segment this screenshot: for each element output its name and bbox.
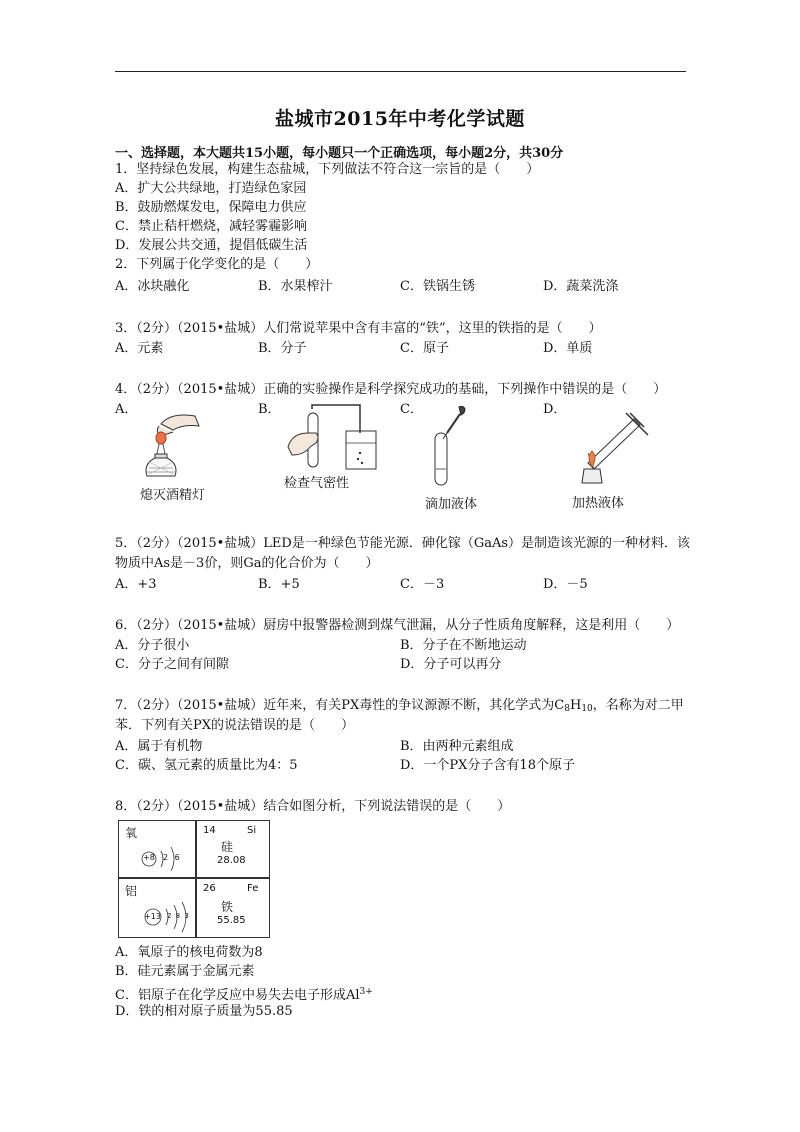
q6-option-b: B．分子在不断地运动 <box>400 638 527 653</box>
q5-option-a: A．+3 <box>115 577 157 592</box>
q4-option-b: B． <box>258 402 281 417</box>
oxygen-label: 氧 <box>125 826 138 840</box>
q3-option-a: A．元素 <box>115 341 164 356</box>
silicon-number: 14 <box>203 825 216 836</box>
iron-number: 26 <box>203 883 216 894</box>
q3-option-d: D．单质 <box>543 341 593 356</box>
q5-stem-line1: 5．（2分）（2015•盐城）LED是一种绿色节能光源．砷化镓（GaAs）是制造该光源的一种材料．该 <box>115 536 691 551</box>
q1-option-b: B．鼓励燃煤发电，保障电力供应 <box>115 200 307 215</box>
q3-stem: 3．（2分）（2015•盐城）人们常说苹果中含有丰富的“铁”，这里的铁指的是（ ） <box>115 321 602 336</box>
aluminium-cell <box>118 878 196 938</box>
oxygen-shells: 2 6 <box>163 853 182 862</box>
q7-stem-line1: 7．（2分）（2015•盐城）近年来，有关PX毒性的争议源源不断，其化学式为$C_8H_{10}$，名称为对二甲 <box>115 698 684 714</box>
q5-option-c: C．－3 <box>400 577 445 592</box>
q2-option-d: D．蔬菜洗涤 <box>543 279 619 294</box>
q2-option-c: C．铁锅生锈 <box>400 279 475 294</box>
q7-option-d: D．一个PX分子含有18个原子 <box>400 758 575 773</box>
q4-caption-b: 检查气密性 <box>284 476 350 491</box>
dropper-image <box>425 403 475 489</box>
q4-caption-d: 加热液体 <box>572 496 625 511</box>
heating-liquid-image <box>568 405 658 485</box>
q7-option-c: C．碳、氢元素的质量比为4：5 <box>115 758 298 773</box>
q4-stem: 4．（2分）（2015•盐城）正确的实验操作是科学探究成功的基础，下列操作中错误的是（ ） <box>115 382 667 397</box>
aluminium-nucleus: +13 <box>144 912 161 921</box>
airtightness-check-image <box>282 403 382 473</box>
q3-option-b: B．分子 <box>258 341 307 356</box>
q7-stem-line2: 苯．下列有关PX的说法错误的是（ ） <box>115 718 355 733</box>
oxygen-cell <box>118 820 196 878</box>
q2-option-b: B．水果榨汁 <box>258 279 333 294</box>
q1-option-a: A．扩大公共绿地，打造绿色家园 <box>115 181 307 196</box>
q2-option-a: A．冰块融化 <box>115 279 190 294</box>
q1-stem: 1．坚持绿色发展，构建生态盐城，下列做法不符合这一宗旨的是（ ） <box>115 162 540 177</box>
q8-option-d: D．铁的相对原子质量为55.85 <box>115 1004 293 1019</box>
q2-stem: 2．下列属于化学变化的是（ ） <box>115 257 319 272</box>
q5-option-d: D．－5 <box>543 577 588 592</box>
q6-option-c: C．分子之间有间隙 <box>115 657 229 672</box>
q6-option-a: A．分子很小 <box>115 638 190 653</box>
top-rule <box>115 71 686 72</box>
q4-caption-c: 滴加液体 <box>425 497 478 512</box>
aluminium-label: 铝 <box>125 884 138 898</box>
iron-cell <box>196 878 270 938</box>
q6-stem: 6．（2分）（2015•盐城）厨房中报警器检测到煤气泄漏，从分子性质角度解释，这是利用（ ） <box>115 618 680 633</box>
q8-option-b: B．硅元素属于金属元素 <box>115 964 255 979</box>
q4-option-c: C． <box>400 402 423 417</box>
q4-option-d: D． <box>543 402 567 417</box>
q5-stem-line2: 物质中As是－3价，则Ga的化合价为（ ） <box>115 556 379 571</box>
q7-option-b: B．由两种元素组成 <box>400 739 514 754</box>
iron-name: 铁 <box>221 900 234 914</box>
q4-caption-a: 熄灭酒精灯 <box>140 488 206 503</box>
q1-option-d: D．发展公共交通，提倡低碳生活 <box>115 238 308 253</box>
q8-option-a: A．氧原子的核电荷数为8 <box>115 945 263 960</box>
silicon-cell <box>196 820 270 878</box>
q8-stem: 8．（2分）（2015•盐城）结合如图分析，下列说法错误的是（ ） <box>115 799 511 814</box>
q3-option-c: C．原子 <box>400 341 449 356</box>
q7-option-a: A．属于有机物 <box>115 739 203 754</box>
q6-option-d: D．分子可以再分 <box>400 657 502 672</box>
iron-mass: 55.85 <box>217 915 246 926</box>
q8-option-c: C．铝原子在化学反应中易失去电子形成$Al^{3+}$ <box>115 987 373 1003</box>
q1-option-c: C．禁止秸杆燃烧，减轻雾霾影响 <box>115 219 307 234</box>
section-heading: 一、选择题，本大题共15小题，每小题只一个正确选项，每小题2分，共30分 <box>115 146 564 161</box>
iron-symbol: Fe <box>247 883 259 894</box>
silicon-mass: 28.08 <box>217 855 246 866</box>
alcohol-lamp-image <box>133 406 213 484</box>
silicon-symbol: Si <box>247 825 257 836</box>
q4-option-a: A． <box>115 402 138 417</box>
silicon-name: 硅 <box>221 840 234 854</box>
oxygen-nucleus: +8 <box>143 853 155 862</box>
q5-option-b: B．+5 <box>258 577 300 592</box>
aluminium-shells: 2 8 3 <box>167 912 190 920</box>
page-title: 盐城市2015年中考化学试题 <box>275 108 525 130</box>
